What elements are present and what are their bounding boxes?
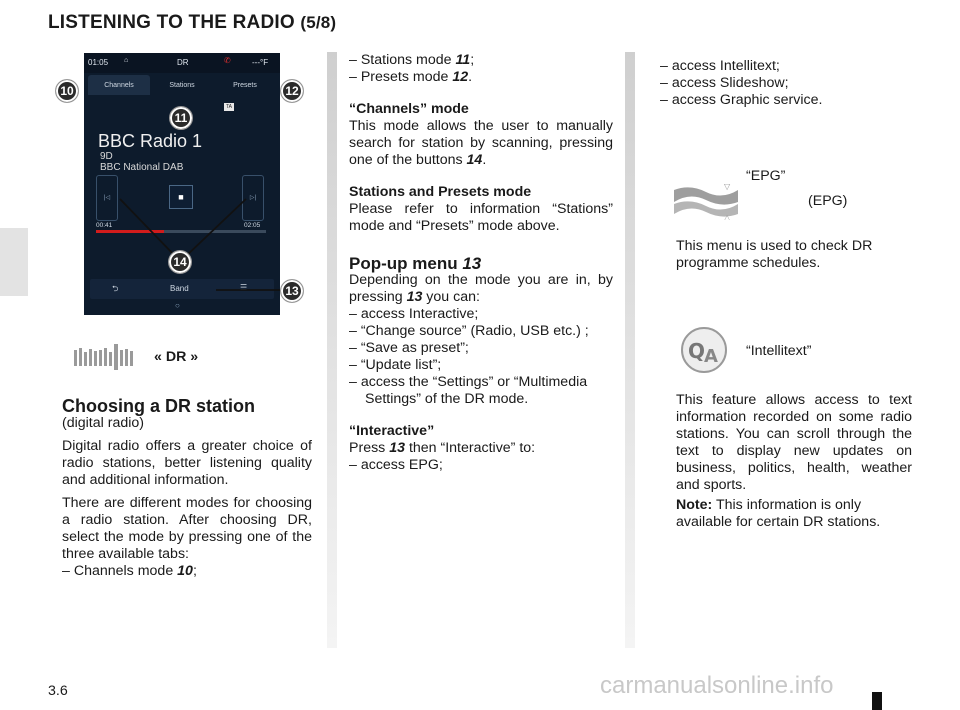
callout-line-left: [120, 199, 177, 258]
radio-screen: [84, 53, 280, 315]
screen-source: DR: [177, 58, 189, 67]
callout-14: 14: [168, 250, 192, 274]
home-circle-icon: ○: [175, 301, 180, 310]
elapsed-time: 00:41: [96, 222, 113, 229]
stations-text: Please refer to information “Stations” mode and “Presets” mode above.: [349, 201, 613, 234]
section-subheading: (digital radio): [62, 415, 145, 431]
channels-heading: “Channels” mode: [349, 101, 469, 117]
bullet-presets: – Presets mode 12.: [349, 69, 473, 85]
dr-icon: [72, 340, 138, 374]
svg-text:Q: Q: [688, 339, 706, 363]
station-name: BBC Radio 1: [98, 131, 203, 151]
epg-label: “EPG”: [746, 168, 786, 184]
total-time: 02:05: [244, 222, 261, 229]
column-1: [62, 398, 312, 580]
list-item: – access Graphic service.: [660, 92, 823, 108]
band-button[interactable]: Band: [170, 284, 189, 293]
dr-icon-caption: « DR »: [154, 349, 199, 365]
column-2: [349, 52, 613, 474]
popup-heading: Pop-up menu 13: [349, 254, 482, 273]
note-label: Note:: [676, 497, 713, 513]
bullet-stations: – Stations mode 11;: [349, 52, 475, 68]
interactive-item: – access EPG;: [349, 457, 443, 473]
corner-mark: [872, 692, 882, 710]
home-icon: ⌂: [124, 57, 129, 64]
watermark[interactable]: carmanualsonline.info: [600, 672, 834, 699]
callout-lines: [84, 53, 280, 315]
phone-icon: ✆: [224, 56, 231, 65]
tab-stations[interactable]: Stations: [169, 82, 195, 89]
back-icon[interactable]: ⮌: [112, 284, 119, 293]
stations-heading: Stations and Presets mode: [349, 184, 532, 200]
ta-badge: TA: [226, 104, 233, 110]
column-divider-2: [625, 52, 635, 648]
popup-item: – “Update list”;: [349, 357, 442, 373]
paragraph-2: There are different modes for choosing a radio station. After choosing DR, select the mode by pressing one of the three available tabs:: [62, 495, 312, 562]
callout-11: 11: [169, 106, 193, 130]
channels-text: This mode allows the user to manually search for station by scanning, pressing one of the buttons 14.: [349, 118, 613, 168]
section-heading: Choosing a DR station: [62, 396, 255, 416]
note: [676, 497, 912, 531]
column-divider-1: [327, 52, 337, 648]
popup-intro: Depending on the mode you are in, by pressing 13 you can:: [349, 272, 613, 305]
paragraph-1: Digital radio offers a greater choice of radio stations, better listening quality and additional information.: [62, 438, 312, 488]
epg-abbr: (EPG): [808, 193, 848, 209]
intellitext-label: “Intellitext”: [746, 343, 812, 359]
station-network: BBC National DAB: [100, 162, 184, 173]
list-item: – access Intellitext;: [660, 58, 780, 74]
next-button[interactable]: ▷|: [242, 175, 264, 221]
callout-13: 13: [280, 279, 304, 303]
tab-presets[interactable]: Presets: [233, 82, 257, 89]
popup-item: – “Save as preset”;: [349, 340, 469, 356]
bullet-channels: – Channels mode 10;: [62, 563, 197, 579]
callout-line-right: [184, 199, 246, 258]
prev-button[interactable]: |◁: [96, 175, 118, 221]
epg-text: This menu is used to check DR programme schedules.: [676, 238, 873, 271]
interactive-text: Press 13 then “Interactive” to:: [349, 440, 536, 456]
callout-12: 12: [280, 79, 304, 103]
page-title: [48, 12, 336, 34]
popup-item: – access Interactive;: [349, 306, 479, 322]
title-part: (5/8): [300, 13, 337, 32]
page-number: 3.6: [48, 683, 68, 699]
chapter-tab: [0, 228, 28, 296]
epg-icon: [672, 180, 740, 220]
intellitext-icon: [680, 326, 732, 374]
title-main: LISTENING TO THE RADIO: [48, 12, 295, 33]
station-channel: 9D: [100, 151, 113, 162]
stop-button[interactable]: ■: [169, 185, 193, 209]
column-3-list: [660, 58, 915, 109]
interactive-heading: “Interactive”: [349, 423, 435, 439]
svg-text:A: A: [704, 346, 718, 367]
menu-icon[interactable]: ☰: [240, 283, 248, 292]
screen-temp: ---°F: [252, 58, 269, 67]
svg-text:△: △: [724, 213, 731, 220]
svg-text:▽: ▽: [724, 182, 731, 191]
popup-item: – access the “Settings” or “Multimedia Settings” of the DR mode.: [349, 374, 588, 407]
intellitext-text: This feature allows access to text information recorded on some radio stations. You can scroll through the text to display new updates on business, politics, health, weather and sports.: [676, 392, 912, 493]
screen-time: 01:05: [88, 58, 109, 67]
popup-item: – “Change source” (Radio, USB etc.) ;: [349, 323, 589, 339]
callout-10: 10: [55, 79, 79, 103]
list-item: – access Slideshow;: [660, 75, 789, 91]
tab-channels[interactable]: Channels: [88, 75, 150, 95]
note-text: This information is only available for certain DR stations.: [676, 497, 881, 530]
